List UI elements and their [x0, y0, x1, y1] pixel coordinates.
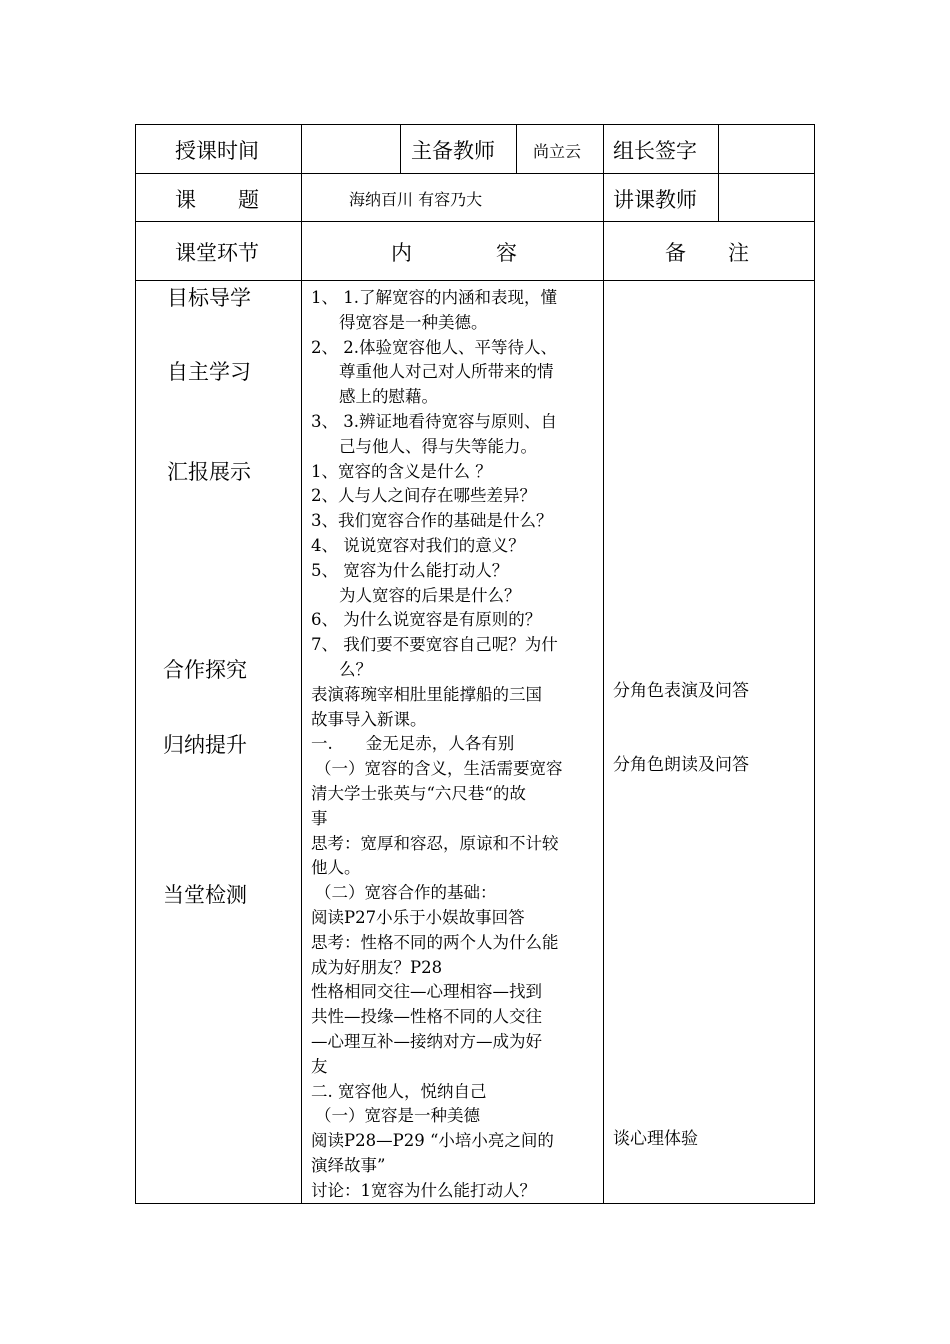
content-line: 成为好朋友？P28 — [311, 957, 443, 977]
content-line: 清大学士张英与“六尺巷“的故 — [311, 783, 526, 803]
stage-report-display: 汇报展示 — [167, 460, 251, 484]
remark-role-play: 分角色表演及问答 — [613, 681, 749, 701]
content-line: 阅读P27小乐于小娱故事回答 — [311, 907, 525, 927]
lesson-content — [311, 286, 601, 1203]
lecturer-label: 讲课教师 — [613, 188, 697, 212]
lesson-time-label: 授课时间 — [175, 139, 259, 163]
content-line: 二. 宽容他人，悦纳自己 — [311, 1081, 487, 1101]
stage-summary-improve: 归纳提升 — [163, 733, 247, 757]
col-divider — [400, 124, 401, 173]
table-border-right — [814, 124, 815, 1204]
lead-teacher-value: 尚立云 — [533, 142, 582, 161]
content-line: 思考：性格不同的两个人为什么能 — [311, 932, 559, 952]
content-line: 感上的慰藉。 — [339, 387, 438, 407]
content-line: 得宽容是一种美德。 — [339, 312, 488, 332]
remarks-column-header: 备 注 — [665, 241, 749, 265]
col-divider — [516, 124, 517, 173]
content-line: 5、 宽容为什么能打动人？ — [311, 560, 509, 580]
col-divider — [301, 124, 302, 1204]
topic-label: 课 题 — [175, 188, 259, 212]
content-line: 7、 我们要不要宽容自己呢？为什 — [311, 635, 558, 655]
col-divider — [603, 124, 604, 1204]
row-divider — [135, 173, 815, 174]
content-line: 讨论：1宽容为什么能打动人？ — [311, 1180, 536, 1200]
content-line: 共性—投缘—性格不同的人交往 — [311, 1007, 542, 1027]
content-line: 己与他人、得与失等能力。 — [339, 436, 537, 456]
stage-column-header: 课堂环节 — [175, 241, 259, 265]
lead-teacher-label: 主备教师 — [411, 139, 495, 163]
content-line: 2、人与人之间存在哪些差异？ — [311, 486, 536, 506]
content-line: 6、 为什么说宽容是有原则的？ — [311, 610, 542, 630]
content-line: （一）宽容的含义，生活需要宽容 — [315, 759, 563, 779]
content-line: 为人宽容的后果是什么？ — [339, 585, 521, 605]
stage-self-study: 自主学习 — [167, 360, 251, 384]
content-column-header: 内 容 — [391, 241, 517, 265]
content-line: 1、 1.了解宽容的内涵和表现，懂 — [311, 288, 557, 307]
content-line: 演绎故事” — [311, 1155, 386, 1175]
content-line: —心理互补—接纳对方—成为好 — [311, 1031, 542, 1051]
stage-cooperative-inquiry: 合作探究 — [163, 658, 247, 682]
stage-in-class-test: 当堂检测 — [163, 883, 247, 907]
table-border-top — [135, 124, 815, 125]
group-leader-sign-label: 组长签字 — [613, 139, 697, 163]
content-line: 4、 说说宽容对我们的意义？ — [311, 535, 525, 555]
content-line: 性格相同交往—心理相容—找到 — [311, 982, 542, 1002]
remark-psychological-experience: 谈心理体验 — [613, 1129, 698, 1149]
content-line: 尊重他人对己对人所带来的情 — [339, 362, 554, 382]
topic-value: 海纳百川 有容乃大 — [349, 190, 483, 209]
content-line: 3、我们宽容合作的基础是什么？ — [311, 511, 553, 531]
col-divider — [718, 124, 719, 221]
content-line: 3、 3.辨证地看待宽容与原则、自 — [311, 411, 557, 431]
content-line: 友 — [311, 1056, 328, 1076]
content-line: 2、 2.体验宽容他人、平等待人、 — [311, 337, 557, 357]
content-line: （二）宽容合作的基础： — [315, 883, 497, 903]
table-border-left — [135, 124, 136, 1204]
row-divider — [135, 221, 815, 222]
row-divider — [135, 280, 815, 281]
lesson-plan-table — [135, 124, 815, 1204]
content-line: 一. 金无足赤，人各有别 — [311, 734, 515, 754]
content-line: 么？ — [339, 659, 372, 679]
remark-role-reading: 分角色朗读及问答 — [613, 755, 749, 775]
content-line: 1、宽容的含义是什么 ？ — [311, 461, 492, 481]
content-line: 他人。 — [311, 858, 361, 878]
content-line: 故事导入新课。 — [311, 709, 427, 729]
content-line: 事 — [311, 808, 328, 828]
content-line: 阅读P28—P29 “小培小亮之间的 — [311, 1131, 554, 1151]
content-line: 表演蒋琬宰相肚里能撑船的三国 — [311, 684, 542, 704]
content-line: （一）宽容是一种美德 — [315, 1106, 480, 1126]
content-line: 思考：宽厚和容忍，原谅和不计较 — [311, 833, 559, 853]
stage-goal-guidance: 目标导学 — [167, 286, 251, 310]
